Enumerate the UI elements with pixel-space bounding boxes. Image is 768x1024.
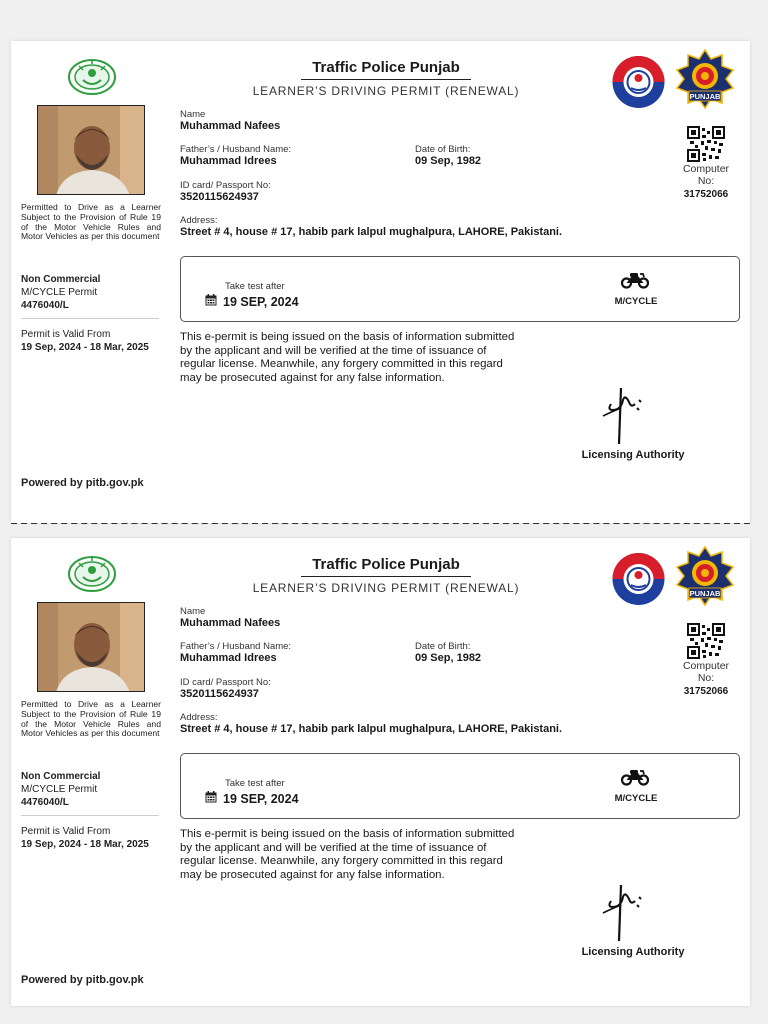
- take-test-row: [205, 293, 299, 311]
- father-name: Muhammad Idrees: [180, 155, 277, 167]
- dob-label: Date of Birth:: [415, 641, 471, 652]
- left-divider: [21, 815, 159, 816]
- computer-no-value: 31752066: [683, 686, 729, 697]
- id-block: [180, 180, 271, 203]
- father-block: [180, 641, 291, 664]
- badge-text: PUNJAB: [689, 589, 721, 598]
- vehicle-type: M/CYCLE: [614, 793, 658, 804]
- qr-code-icon: [687, 126, 725, 162]
- id-value: 3520115624937: [180, 688, 259, 700]
- id-label: ID card/ Passport No:: [180, 677, 271, 688]
- dob-value: 09 Sep, 1982: [415, 155, 482, 167]
- father-label: Father’s / Husband Name:: [180, 144, 292, 155]
- permit-category-block: [21, 770, 161, 809]
- take-test-box: [180, 256, 740, 322]
- permit-card-2: [11, 538, 750, 1006]
- id-block: [180, 677, 271, 700]
- take-test-label: Take test after: [225, 281, 285, 292]
- dob-block: [415, 144, 481, 167]
- computer-label-line1: Computer: [682, 163, 730, 175]
- permitted-note: Permitted to Drive as a Learner Subject to the Provision of Rule 19 of the Motor Vehicle Rules and Motor Vehicles as per this document: [21, 202, 161, 242]
- police-emblem-icon: [612, 56, 665, 108]
- address-block: [180, 712, 562, 735]
- name-block: [180, 606, 280, 629]
- name-label: Name: [180, 606, 206, 617]
- permit-number: 4476040/L: [21, 300, 69, 311]
- motorcycle-icon: [621, 271, 649, 289]
- valid-label: Permit is Valid From: [21, 329, 111, 340]
- take-test-row: [205, 790, 299, 808]
- permit-subtitle: LEARNER’S DRIVING PERMIT (RENEWAL): [252, 581, 520, 595]
- computer-label-line2: No:: [697, 672, 715, 684]
- punjab-emblem-icon: [67, 555, 117, 593]
- powered-by: Powered by pitb.gov.pk: [21, 477, 144, 489]
- qr-code-icon: [687, 623, 725, 659]
- address-value: Street # 4, house # 17, habib park lalpul mughalpura, LAHORE, Pakistani.: [180, 226, 563, 238]
- traffic-police-badge-icon: [675, 49, 735, 109]
- applicant-name: Muhammad Nafees: [180, 120, 281, 132]
- applicant-photo: [37, 105, 145, 195]
- name-block: [180, 109, 280, 132]
- applicant-name: Muhammad Nafees: [180, 617, 281, 629]
- page-title: Traffic Police Punjab: [301, 59, 471, 80]
- badge-text: PUNJAB: [689, 92, 721, 101]
- father-block: [180, 144, 291, 167]
- computer-no-label: [671, 163, 741, 187]
- dob-value: 09 Sep, 1982: [415, 652, 482, 664]
- vehicle-type: M/CYCLE: [614, 296, 658, 307]
- dob-label: Date of Birth:: [415, 144, 471, 155]
- validity-block: [21, 825, 161, 851]
- take-test-date: 19 SEP, 2024: [223, 295, 299, 309]
- address-value: Street # 4, house # 17, habib park lalpul mughalpura, LAHORE, Pakistani.: [180, 723, 563, 735]
- signature-icon: [591, 386, 651, 448]
- disclaimer: This e-permit is being issued on the basis of information submitted by the applicant and will be verified at the time of issuance of regular license. Meanwhile, any forgery committed in this regard may be prosecuted against for any false information.: [180, 331, 515, 384]
- address-block: [180, 215, 562, 238]
- motorcycle-icon: [621, 768, 649, 786]
- computer-label-line1: Computer: [682, 660, 730, 672]
- calendar-icon: [205, 293, 217, 311]
- licensing-authority: Licensing Authority: [581, 449, 685, 461]
- dob-block: [415, 641, 481, 664]
- id-label: ID card/ Passport No:: [180, 180, 271, 191]
- computer-label-line2: No:: [697, 175, 715, 187]
- permit-category: Non Commercial: [21, 771, 101, 782]
- father-label: Father’s / Husband Name:: [180, 641, 292, 652]
- take-test-date: 19 SEP, 2024: [223, 792, 299, 806]
- permit-category: Non Commercial: [21, 274, 101, 285]
- computer-no-value: 31752066: [683, 189, 729, 200]
- signature-icon: [591, 883, 651, 945]
- permit-type: M/CYCLE Permit: [21, 287, 98, 298]
- take-test-label: Take test after: [225, 778, 285, 789]
- traffic-police-badge-icon: [675, 546, 735, 606]
- validity-block: [21, 328, 161, 354]
- valid-range: 19 Sep, 2024 - 18 Mar, 2025: [21, 342, 149, 353]
- permit-type: M/CYCLE Permit: [21, 784, 98, 795]
- name-label: Name: [180, 109, 206, 120]
- valid-range: 19 Sep, 2024 - 18 Mar, 2025: [21, 839, 149, 850]
- permit-number: 4476040/L: [21, 797, 69, 808]
- permit-subtitle: LEARNER’S DRIVING PERMIT (RENEWAL): [252, 84, 520, 98]
- police-emblem-icon: [612, 553, 665, 605]
- applicant-photo: [37, 602, 145, 692]
- take-test-box: [180, 753, 740, 819]
- permit-card-1: [11, 41, 750, 523]
- punjab-emblem-icon: [67, 58, 117, 96]
- address-label: Address:: [180, 215, 218, 226]
- computer-no-label: [671, 660, 741, 684]
- powered-by: Powered by pitb.gov.pk: [21, 974, 144, 986]
- page-title: Traffic Police Punjab: [301, 556, 471, 577]
- valid-label: Permit is Valid From: [21, 826, 111, 837]
- disclaimer: This e-permit is being issued on the basis of information submitted by the applicant and will be verified at the time of issuance of regular license. Meanwhile, any forgery committed in this regard may be prosecuted against for any false information.: [180, 828, 515, 881]
- id-value: 3520115624937: [180, 191, 259, 203]
- licensing-authority: Licensing Authority: [581, 946, 685, 958]
- father-name: Muhammad Idrees: [180, 652, 277, 664]
- permit-category-block: [21, 273, 161, 312]
- left-divider: [21, 318, 159, 319]
- address-label: Address:: [180, 712, 218, 723]
- permitted-note: Permitted to Drive as a Learner Subject to the Provision of Rule 19 of the Motor Vehicle Rules and Motor Vehicles as per this document: [21, 699, 161, 739]
- calendar-icon: [205, 790, 217, 808]
